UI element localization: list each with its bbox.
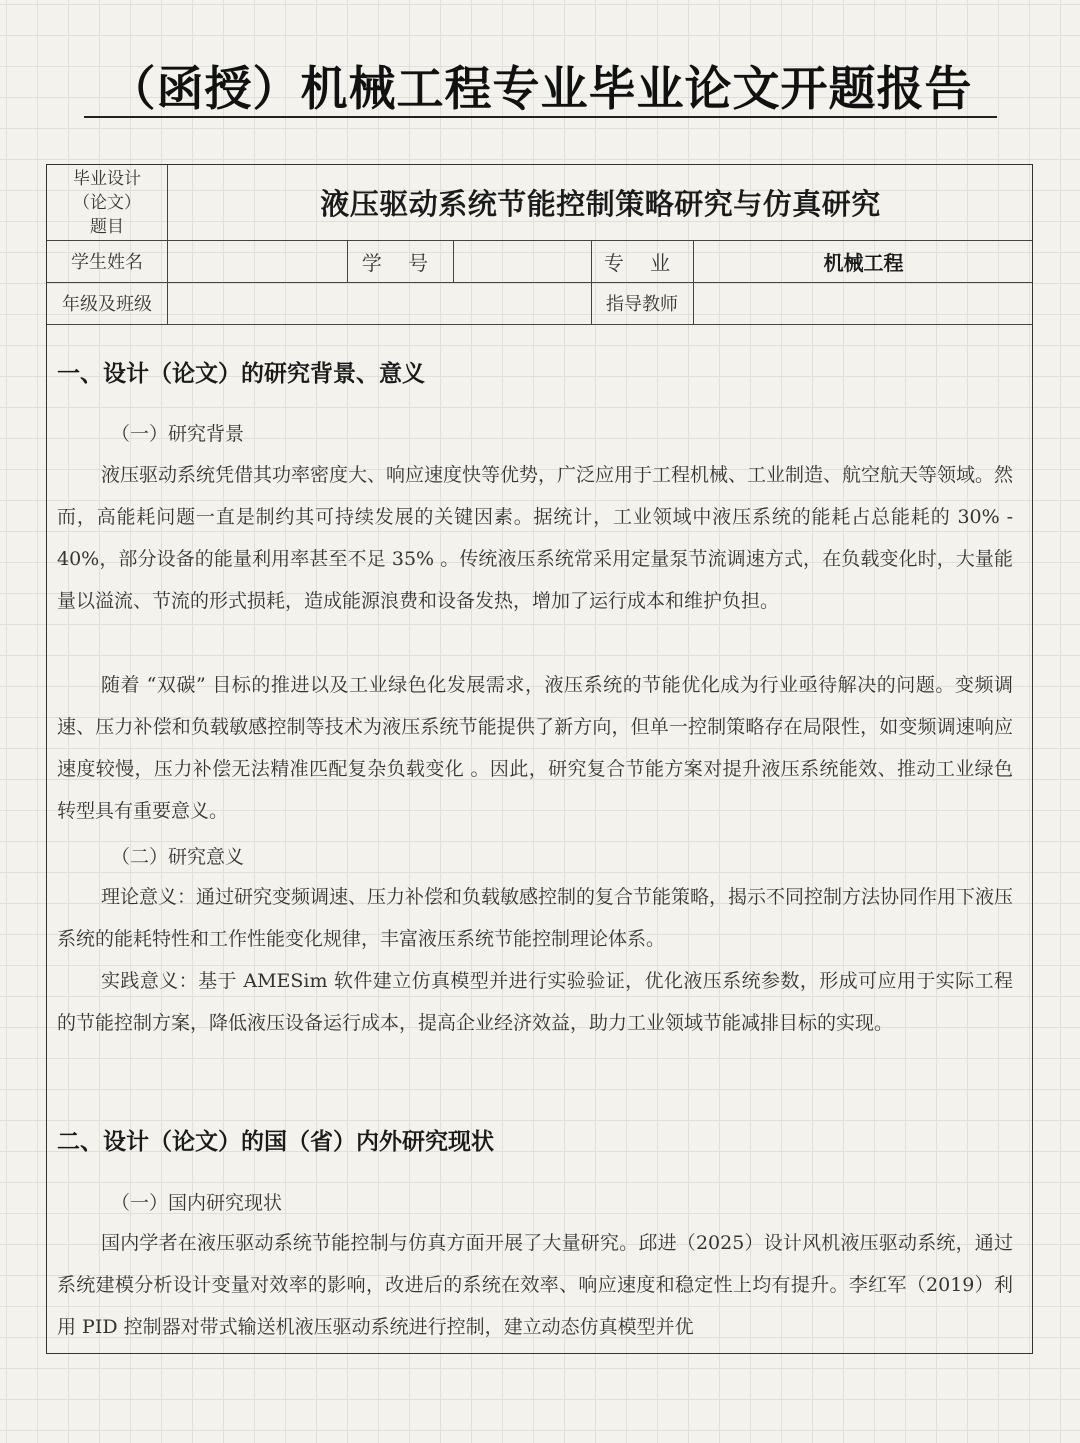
- section-heading: 二、设计（论文）的国（省）内外研究现状: [57, 1128, 494, 1155]
- document-title: （函授）机械工程专业毕业论文开题报告: [108, 62, 973, 117]
- subsection-heading: （一）国内研究现状: [111, 1192, 283, 1214]
- topic-label: [47, 165, 167, 240]
- paragraph: 理论意义：通过研究变频调速、压力补偿和负载敏感控制的复合节能策略，揭示不同控制方法协同作用下液压系统的能耗特性和工作性能变化规律，丰富液压系统节能控制理论体系。: [57, 886, 1014, 950]
- major-label: 专 业: [603, 250, 681, 275]
- section-heading: 一、设计（论文）的研究背景、意义: [57, 360, 425, 387]
- student-id-label: 学 号: [361, 250, 439, 275]
- advisor-label: 指导教师: [606, 294, 678, 315]
- topic-label-line: 题目: [90, 216, 124, 237]
- paragraph: 实践意义：基于 AMESim 软件建立仿真模型并进行实验验证，优化液压系统参数，形成可应用于实际工程的节能控制方案，降低液压设备运行成本，提高企业经济效益，助力工业领域节能减排目标的实现。: [57, 970, 1013, 1034]
- student-name-value: [167, 240, 347, 282]
- grade-class-label: 年级及班级: [62, 294, 152, 315]
- title-underline: [84, 116, 997, 118]
- paragraph: 国内学者在液压驱动系统节能控制与仿真方面开展了大量研究。邱进（2025）设计风机液压驱动系统，通过系统建模分析设计变量对效率的影响，改进后的系统在效率、响应速度和稳定性上均有提升。李红军（2019）利用 PID 控制器对带式输送机液压驱动系统进行控制，建立动态仿真模型并优: [57, 1232, 1013, 1338]
- topic-label-line: （论文）: [73, 192, 141, 213]
- advisor-value: [693, 282, 1033, 324]
- topic-label-line: 毕业设计: [73, 168, 141, 189]
- paragraph: 随着 “双碳” 目标的推进以及工业绿色化发展需求，液压系统的节能优化成为行业亟待解决的问题。变频调速、压力补偿和负载敏感控制等技术为液压系统节能提供了新方向，但单一控制策略存在局限性，如变频调速响应速度较慢，压力补偿无法精准匹配复杂负载变化 。因此，研究复合节能方案对提升液压系统能效、推动工业绿色转型具有重要意义。: [57, 674, 1013, 822]
- student-id-value: [453, 240, 591, 282]
- proposal-form: [46, 164, 1033, 1354]
- topic-value: 液压驱动系统节能控制策略研究与仿真研究: [320, 187, 881, 221]
- paragraph: 液压驱动系统凭借其功率密度大、响应速度快等优势，广泛应用于工程机械、工业制造、航空航天等领域。然而，高能耗问题一直是制约其可持续发展的关键因素。据统计，工业领域中液压系统的能耗占总能耗的 30% - 40%，部分设备的能量利用率甚至不足 35% 。传统液压系统常采用定量泵节流调速方式，在负载变化时，大量能量以溢流、节流的形式损耗，造成能源浪费和设备发热，增加了运行成本和维护负担。: [57, 464, 1014, 612]
- row-divider: [47, 324, 1033, 325]
- subsection-heading: （一）研究背景: [111, 423, 245, 445]
- major-value: 机械工程: [823, 250, 904, 275]
- grade-class-value: [167, 282, 591, 324]
- subsection-heading: （二）研究意义: [111, 846, 245, 868]
- student-name-label: 学生姓名: [71, 252, 143, 273]
